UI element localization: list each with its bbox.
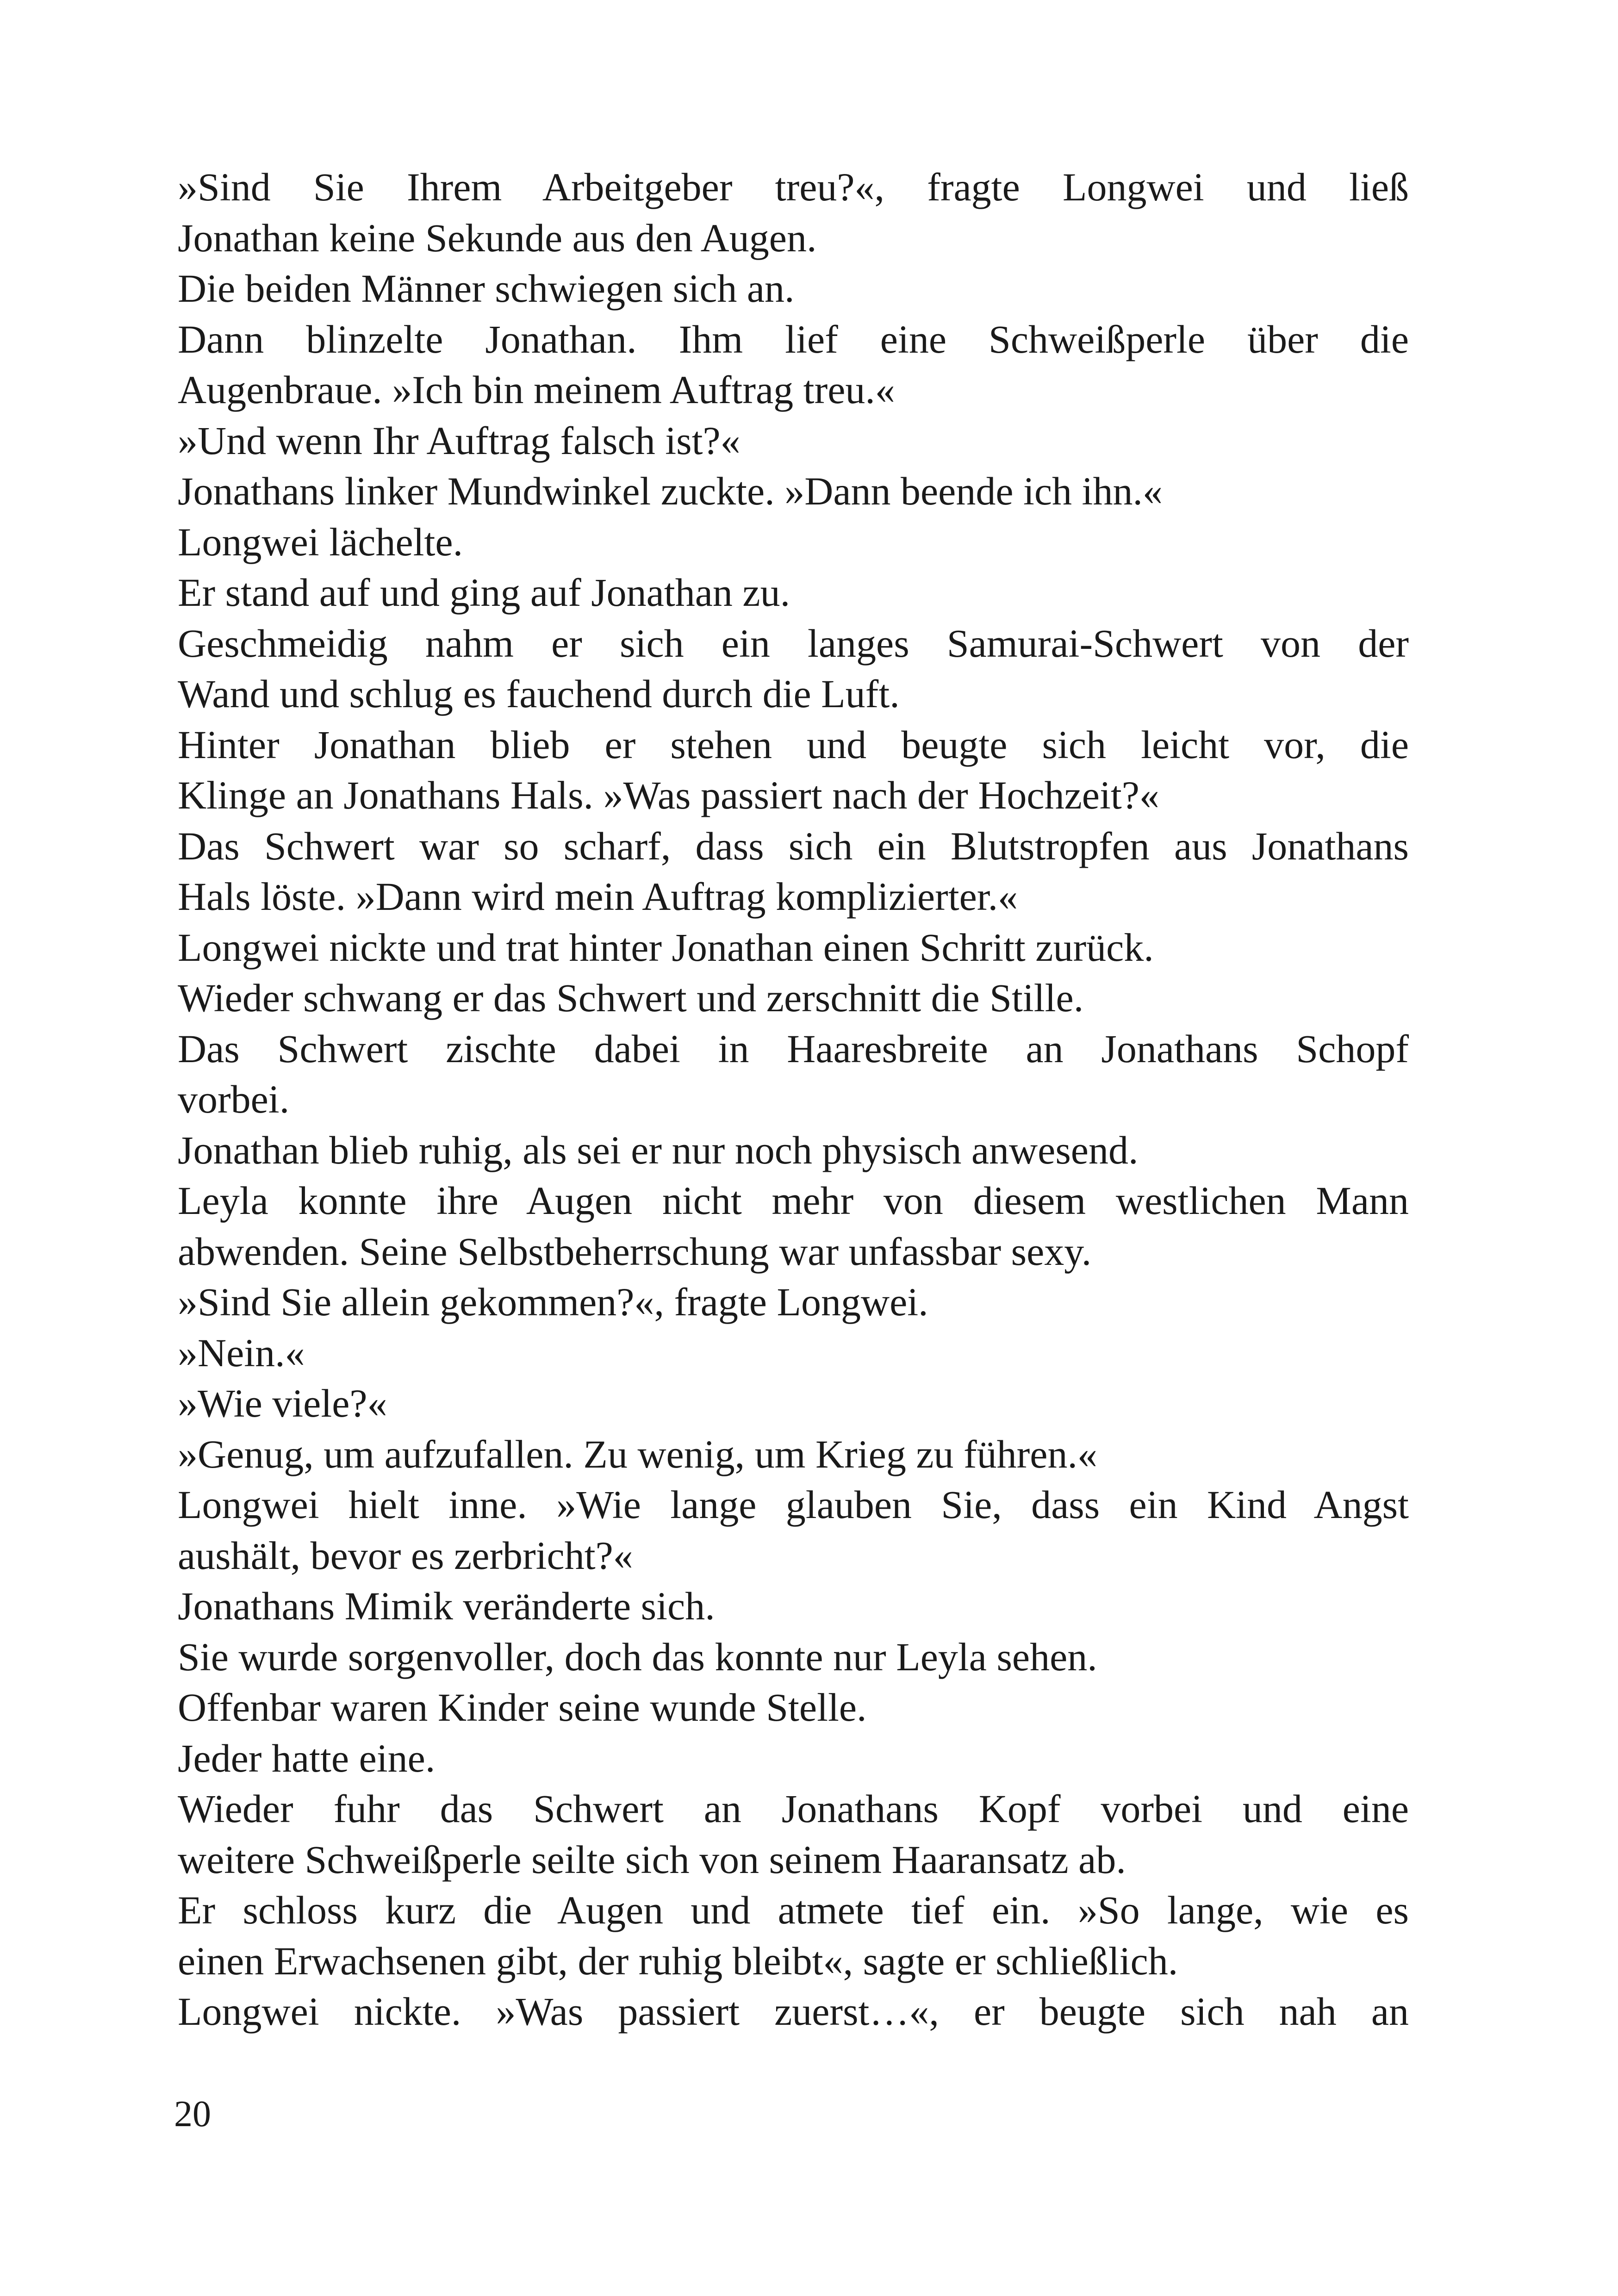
text-line: weitere Schweißperle seilte sich von seinem Haaransatz ab. bbox=[178, 1837, 1126, 1882]
text-line: Das Schwert war so scharf, dass sich ein Blutstropfen aus Jonathans bbox=[178, 823, 1409, 868]
text-line: »Genug, um aufzufallen. Zu wenig, um Krieg zu führen.« bbox=[178, 1431, 1097, 1476]
text-line: abwenden. Seine Selbstbeherrschung war unfassbar sexy. bbox=[178, 1229, 1092, 1274]
text-line: Geschmeidig nahm er sich ein langes Samurai-Schwert von der bbox=[178, 621, 1409, 666]
text-line: Wieder fuhr das Schwert an Jonathans Kopf vorbei und eine bbox=[178, 1786, 1409, 1831]
text-line: Wieder schwang er das Schwert und zerschnitt die Stille. bbox=[178, 976, 1084, 1020]
text-line: Offenbar waren Kinder seine wunde Stelle. bbox=[178, 1685, 867, 1730]
text-line: »Sind Sie allein gekommen?«, fragte Longwei. bbox=[178, 1280, 928, 1324]
text-line: »Nein.« bbox=[178, 1330, 305, 1375]
text-line: Augenbraue. »Ich bin meinem Auftrag treu.« bbox=[178, 367, 895, 412]
text-line: Er stand auf und ging auf Jonathan zu. bbox=[178, 570, 790, 615]
text-line: Leyla konnte ihre Augen nicht mehr von diesem westlichen Mann bbox=[178, 1178, 1409, 1223]
text-line: Hals löste. »Dann wird mein Auftrag komplizierter.« bbox=[178, 874, 1018, 919]
text-line: Er schloss kurz die Augen und atmete tief ein. »So lange, wie es bbox=[178, 1888, 1409, 1932]
text-line: Klinge an Jonathans Hals. »Was passiert nach der Hochzeit?« bbox=[178, 773, 1159, 817]
text-line: Dann blinzelte Jonathan. Ihm lief eine Schweißperle über die bbox=[178, 317, 1409, 361]
text-line: »Wie viele?« bbox=[178, 1381, 387, 1425]
text-line: Das Schwert zischte dabei in Haaresbreite an Jonathans Schopf bbox=[178, 1026, 1409, 1071]
text-line: Longwei hielt inne. »Wie lange glauben Sie, dass ein Kind Angst bbox=[178, 1482, 1409, 1527]
text-line: Longwei nickte und trat hinter Jonathan einen Schritt zurück. bbox=[178, 925, 1154, 970]
text-line: »Sind Sie Ihrem Arbeitgeber treu?«, fragte Longwei und ließ bbox=[178, 165, 1409, 209]
page-number: 20 bbox=[174, 2094, 211, 2134]
body-text bbox=[178, 162, 1409, 2037]
text-line: »Und wenn Ihr Auftrag falsch ist?« bbox=[178, 418, 741, 463]
text-line: Jonathans Mimik veränderte sich. bbox=[178, 1584, 715, 1628]
text-line: Jonathan blieb ruhig, als sei er nur noch physisch anwesend. bbox=[178, 1127, 1139, 1172]
text-line: Hinter Jonathan blieb er stehen und beugte sich leicht vor, die bbox=[178, 722, 1409, 767]
text-line: aushält, bevor es zerbricht?« bbox=[178, 1533, 633, 1578]
text-line: Die beiden Männer schwiegen sich an. bbox=[178, 266, 795, 311]
text-line: vorbei. bbox=[178, 1077, 290, 1121]
text-line: Longwei nickte. »Was passiert zuerst…«, er beugte sich nah an bbox=[178, 1989, 1409, 2034]
text-line: einen Erwachsenen gibt, der ruhig bleibt«, sagte er schließlich. bbox=[178, 1938, 1178, 1983]
text-line: Sie wurde sorgenvoller, doch das konnte nur Leyla sehen. bbox=[178, 1634, 1097, 1679]
text-line: Jeder hatte eine. bbox=[178, 1736, 436, 1780]
text-line: Longwei lächelte. bbox=[178, 519, 463, 564]
text-line: Jonathans linker Mundwinkel zuckte. »Dann beende ich ihn.« bbox=[178, 469, 1163, 513]
text-line: Jonathan keine Sekunde aus den Augen. bbox=[178, 215, 817, 260]
text-line: Wand und schlug es fauchend durch die Luft. bbox=[178, 672, 900, 716]
